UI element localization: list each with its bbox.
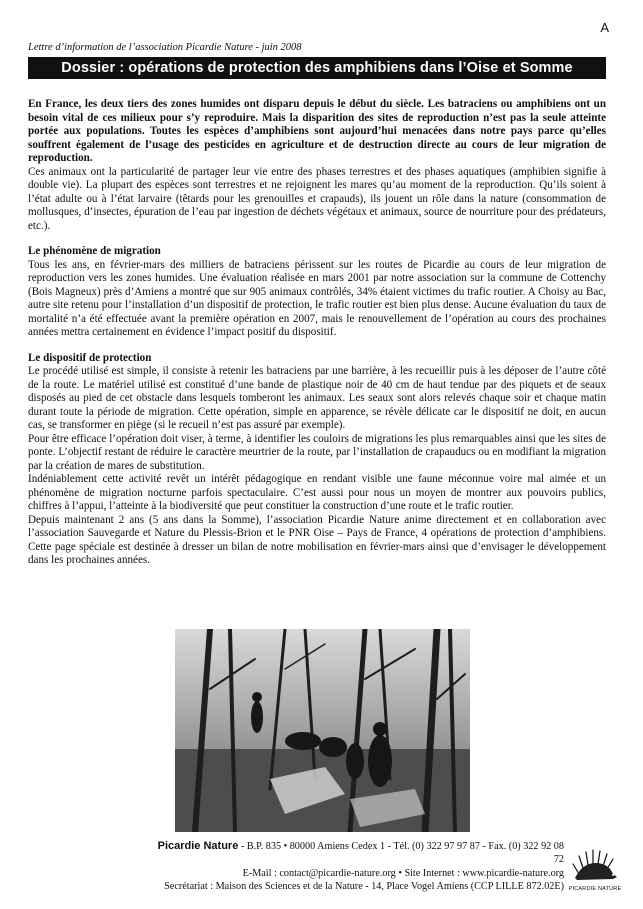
footer-address: - B.P. 835 • 80000 Amiens Cedex 1 - Tél. (0) 322 97 97 87 - Fax. (0) 322 92 08 72 xyxy=(238,841,564,866)
masthead: Lettre d’information de l’association Picardie Nature - juin 2008 xyxy=(28,42,302,53)
logo-caption: PICARDIE NATURE xyxy=(568,886,622,892)
section-dispositif-p1: Le procédé utilisé est simple, il consiste à retenir les batraciens par une barrière, à les recueillir puis à les déposer de l’autre côté de la route. Le matériel utilisé est constitué d’une bande de plastique noir de 40 cm de haut tendue par des piquets et de seaux disposés au pied de cet obstacle dans lesquels tomberont les animaux. Les seaux sont alors relevés chaque soir et chaque matin durant toute la période de migration. Cette opération, simple en apparence, se révèle délicate car le dispositif ne doit, en aucun cas, se transformer en piège (si le recueil n’est pas assuré par exemple). xyxy=(28,365,606,431)
section-dispositif-p4: Depuis maintenant 2 ans (5 ans dans la Somme), l’association Picardie Nature anime directement et en collaboration avec l’association Sauvegarde et Nature du Plessis-Brion et le PNR Oise – Pays de France, 4 opérations de protection d’amphibiens. Cette page spéciale est destinée à dresser un bilan de notre mobilisation en février-mars ainsi que d’envisager le développement dans les prochaines années. xyxy=(28,513,606,566)
footer-line2[interactable]: E-Mail : contact@picardie-nature.org • Site Internet : www.picardie-nature.org xyxy=(242,867,564,879)
intro-paragraph: Ces animaux ont la particularité de partager leur vie entre des phases terrestres et des phases aquatiques (amphibien signifie à double vie). La plupart des espèces sont terrestres et ne rejoignent les mares qu’au moment de la reproduction. Qu’ils soient à l’état adulte ou à l’état larvaire (têtards pour les grenouilles et crapauds), ils jouent un rôle dans la nature (consommation de mollusques, d’insectes, épuration de l’eau par ingestion de déchets végétaux et animaux, source de nourriture pour des prédateurs, etc.). xyxy=(28,165,606,232)
footer-org-name: Picardie Nature xyxy=(157,840,239,852)
footer-contact xyxy=(150,840,564,893)
footer-line1 xyxy=(150,840,564,867)
intro-lead: En France, les deux tiers des zones humides ont disparu depuis le début du siècle. Les batraciens ou amphibiens ont un besoin vital de ces milieux pour s’y reproduire. Mais la disparition des sites de reproduction n’est pas la seule atteinte portée aux populations. Toutes les espèces d’amphibiens sont aujourd’hui menacées dans notre pays parce qu’elles souffrent également de l’usage des pesticides en agriculture et de destruction directe au cours de leur migration de reproduction. xyxy=(28,98,606,164)
forest-photo xyxy=(175,629,470,832)
section-title-dispositif: Le dispositif de protection xyxy=(28,351,152,364)
section-migration-text: Tous les ans, en février-mars des milliers de batraciens périssent sur les routes de Picardie au cours de leur migration de reproduction vers les zones humides. Une évaluation réalisée en mars 2001 par notre association sur la commune de Cottenchy (Bois Magneux) près d’Amiens a montré que sur 905 animaux contrôlés, 34% étaient victimes du trafic routier. A Choisy au Bac, autre site retenu pour l’installation d’un dispositif de protection, le trafic routier est bien plus dense. Aucune évaluation du taux de mortalité n’a été effectuée avant la première opération en 2007, mais le renouvellement de l’opération au cours des prochaines années mettra certainement en évidence l’impact positif du dispositif. xyxy=(28,258,606,338)
page-letter: A xyxy=(600,20,609,35)
section-title-migration: Le phénomène de migration xyxy=(28,245,161,257)
footer-line3: Secrétariat : Maison des Sciences et de la Nature - 14, Place Vogel Amiens (CCP LILLE 872.02E) xyxy=(164,880,564,892)
dossier-banner: Dossier : opérations de protection des amphibiens dans l’Oise et Somme xyxy=(28,57,606,79)
article-body xyxy=(28,98,606,568)
hedgehog-logo-icon xyxy=(569,844,621,888)
section-dispositif-p3: Indéniablement cette activité revêt un intérêt pédagogique en rendant visible une faune méconnue voire mal aimée et un phénomène de migration nocturne parfois spectaculaire. C’est aussi pour nous un moyen de montrer aux pouvoirs publics, chiffres à l’appui, l’atteinte à la biodiversité que peut constituer la construction d’une route et le trafic routier. xyxy=(28,473,606,512)
forest-photo-illustration xyxy=(175,629,470,832)
section-dispositif-p2: Pour être efficace l’opération doit viser, à terme, à identifier les couloirs de migrations les plus remarquables ainsi que les sites de ponte. L’objectif restant de réduire le caractère meurtrier de la route, par l’installation de crapauducs ou en modifiant la migration par la création de mares de substitution. xyxy=(28,432,606,472)
